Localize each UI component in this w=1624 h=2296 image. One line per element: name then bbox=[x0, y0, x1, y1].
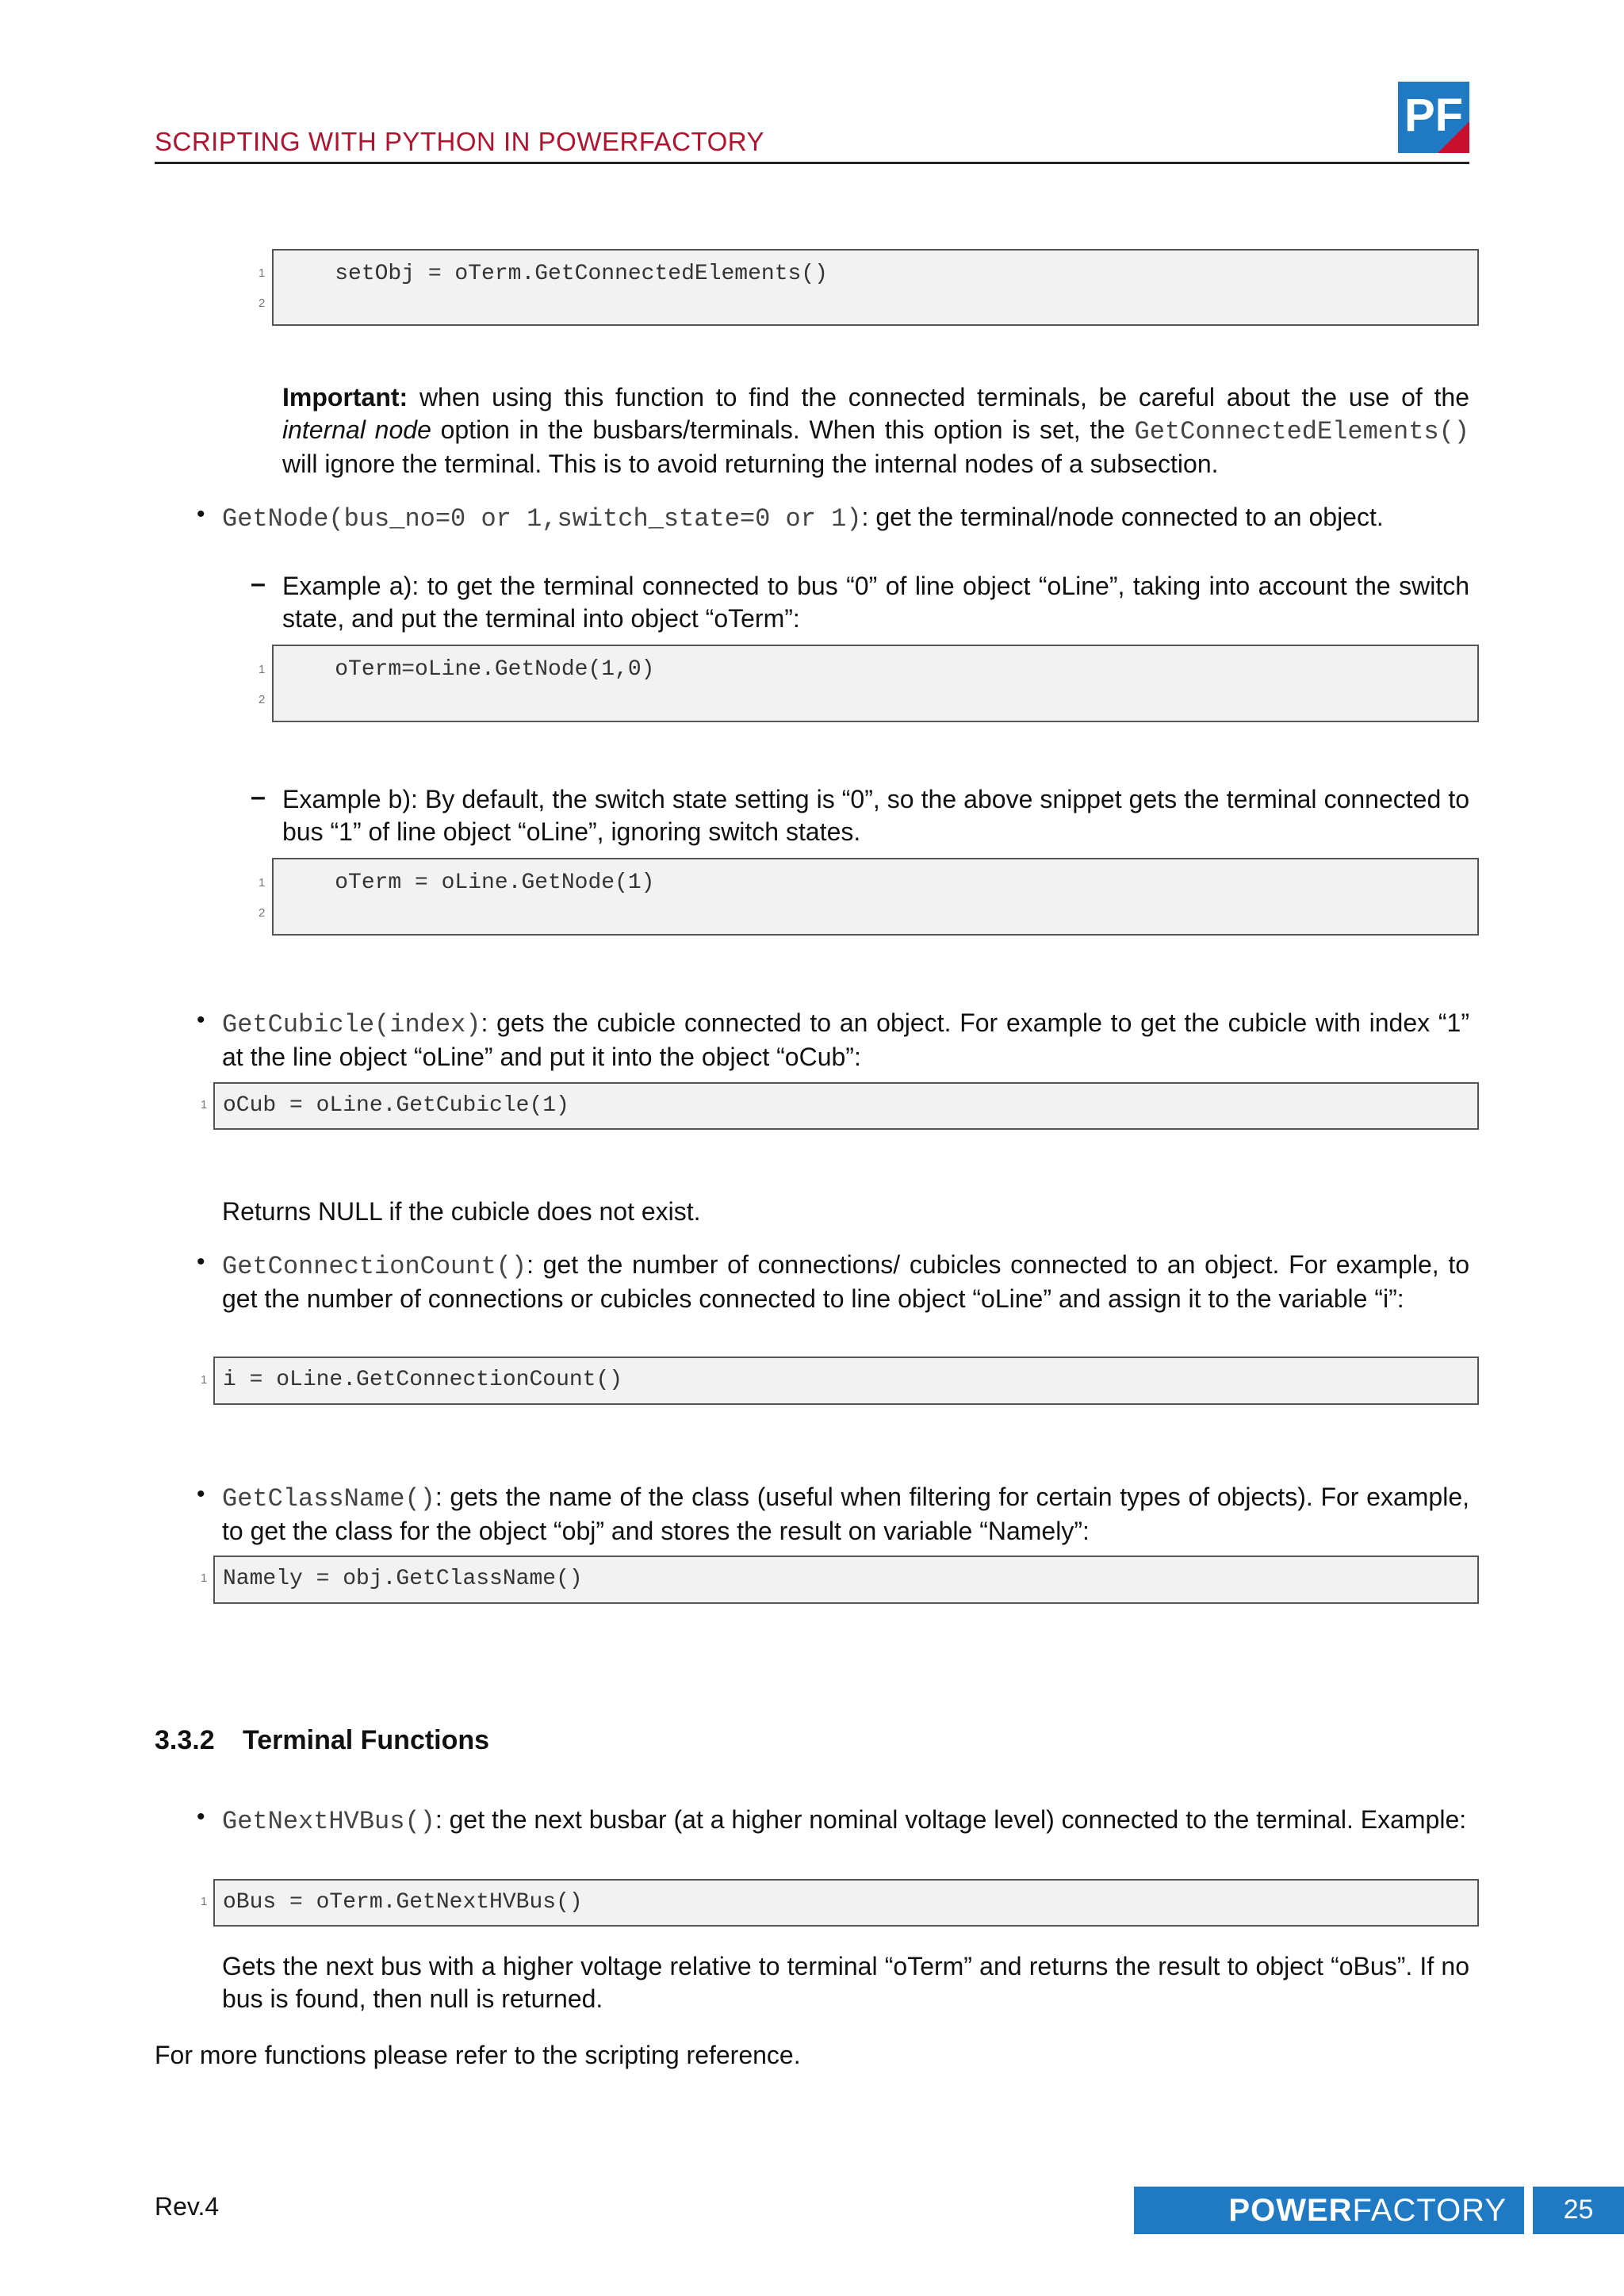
getcubicle-signature: GetCubicle(index) bbox=[222, 1010, 481, 1039]
line-number-1: 1 bbox=[201, 1571, 208, 1585]
dash-marker: – bbox=[251, 782, 266, 812]
getconnectioncount-item: GetConnectionCount(): get the number of connections/ cubicles connected to an object. For example, to get the number of connections or cubicles connected to line object “oLine” and assign it to the variable “i”: bbox=[222, 1250, 1469, 1313]
code-line: Namely = obj.GetClassName() bbox=[223, 1567, 583, 1591]
pf-logo-text: PF bbox=[1404, 90, 1464, 141]
revision-label: Rev.4 bbox=[155, 2192, 220, 2221]
brand-bold: POWER bbox=[1228, 2193, 1353, 2228]
important-label: Important: bbox=[282, 383, 408, 411]
closing-paragraph: For more functions please refer to the scripting reference. bbox=[155, 2041, 801, 2069]
getconnectioncount-signature: GetConnectionCount() bbox=[222, 1252, 527, 1281]
brand-light: FACTORY bbox=[1352, 2193, 1507, 2228]
page-number-box bbox=[1533, 2187, 1624, 2234]
section-title: Terminal Functions bbox=[243, 1725, 490, 1755]
line-number-1: 1 bbox=[259, 663, 266, 676]
getcubicle-note: Returns NULL if the cubicle does not exist. bbox=[222, 1197, 701, 1226]
bullet-marker: • bbox=[197, 1007, 205, 1033]
bullet-marker: • bbox=[197, 1804, 205, 1830]
bullet-marker: • bbox=[197, 1481, 205, 1507]
dash-marker: – bbox=[251, 568, 266, 599]
getnode-signature: GetNode(bus_no=0 or 1,switch_state=0 or 1) bbox=[222, 504, 862, 534]
inline-code: GetConnectedElements() bbox=[1134, 417, 1469, 446]
code-block-getclassname bbox=[213, 1556, 1479, 1604]
pf-logo-icon bbox=[1398, 82, 1469, 153]
bullet-marker: • bbox=[197, 501, 205, 527]
code-line: oTerm=oLine.GetNode(1,0) bbox=[282, 657, 655, 682]
section-number: 3.3.2 bbox=[155, 1725, 215, 1755]
code-block-example-b bbox=[272, 858, 1479, 936]
getcubicle-item: GetCubicle(index): gets the cubicle connected to an object. For example to get the cubicle with index “1” at the line object “oLine” and put it into the object “oCub”: bbox=[222, 1008, 1469, 1071]
code-block-example-a bbox=[272, 645, 1479, 722]
line-number-1: 1 bbox=[201, 1373, 208, 1387]
code-line: i = oLine.GetConnectionCount() bbox=[223, 1368, 623, 1392]
example-b-text: Example b): By default, the switch state setting is “0”, so the above snippet gets the terminal connected to bus “1” of line object “oLine”, ignoring switch states. bbox=[282, 785, 1469, 846]
code-line: oBus = oTerm.GetNextHVBus() bbox=[223, 1890, 583, 1915]
getnexthvbus-note: Gets the next bus with a higher voltage relative to terminal “oTerm” and returns the result to object “oBus”. If no bus is found, then null is returned. bbox=[222, 1952, 1469, 2013]
line-number-1: 1 bbox=[259, 876, 266, 890]
code-block-getnexthvbus bbox=[213, 1879, 1479, 1927]
code-line: oCub = oLine.GetCubicle(1) bbox=[223, 1093, 569, 1118]
code-line: setObj = oTerm.GetConnectedElements() bbox=[282, 262, 828, 286]
important-note: Important: when using this function to find the connected terminals, be careful about the use of the internal node option in the busbars/terminals. When this option is set, the GetConnectedElements() will ignore the terminal. This is to avoid returning the internal nodes of a subsection. bbox=[282, 383, 1469, 478]
getnexthvbus-signature: GetNextHVBus() bbox=[222, 1807, 435, 1836]
code-line: oTerm = oLine.GetNode(1) bbox=[282, 871, 655, 895]
code-block-getconnectedelements bbox=[272, 249, 1479, 326]
getnode-item: GetNode(bus_no=0 or 1,switch_state=0 or 1): get the terminal/node connected to an object. bbox=[222, 503, 1384, 534]
example-a-text: Example a): to get the terminal connected to bus “0” of line object “oLine”, taking into account the switch state, and put the terminal into object “oTerm”: bbox=[282, 572, 1469, 633]
line-number-1: 1 bbox=[201, 1098, 208, 1112]
getnexthvbus-item: GetNextHVBus(): get the next busbar (at a higher nominal voltage level) connected to the terminal. Example: bbox=[222, 1805, 1467, 1836]
line-number-2: 2 bbox=[259, 693, 266, 706]
page-number: 25 bbox=[1563, 2195, 1594, 2225]
line-number-2: 2 bbox=[259, 297, 266, 310]
powerfactory-brand bbox=[1134, 2187, 1524, 2234]
code-block-getcubicle bbox=[213, 1082, 1479, 1130]
line-number-1: 1 bbox=[201, 1895, 208, 1908]
bullet-marker: • bbox=[197, 1249, 205, 1275]
page-header-title: SCRIPTING WITH PYTHON IN POWERFACTORY bbox=[155, 127, 764, 156]
getclassname-signature: GetClassName() bbox=[222, 1484, 435, 1513]
code-block-getconnectioncount bbox=[213, 1357, 1479, 1405]
header-rule bbox=[155, 162, 1469, 164]
line-number-2: 2 bbox=[259, 906, 266, 920]
getclassname-item: GetClassName(): gets the name of the class (useful when filtering for certain types of objects). For example, to get the class for the object “obj” and stores the result on variable “Namely”: bbox=[222, 1483, 1469, 1545]
line-number-1: 1 bbox=[259, 266, 266, 280]
